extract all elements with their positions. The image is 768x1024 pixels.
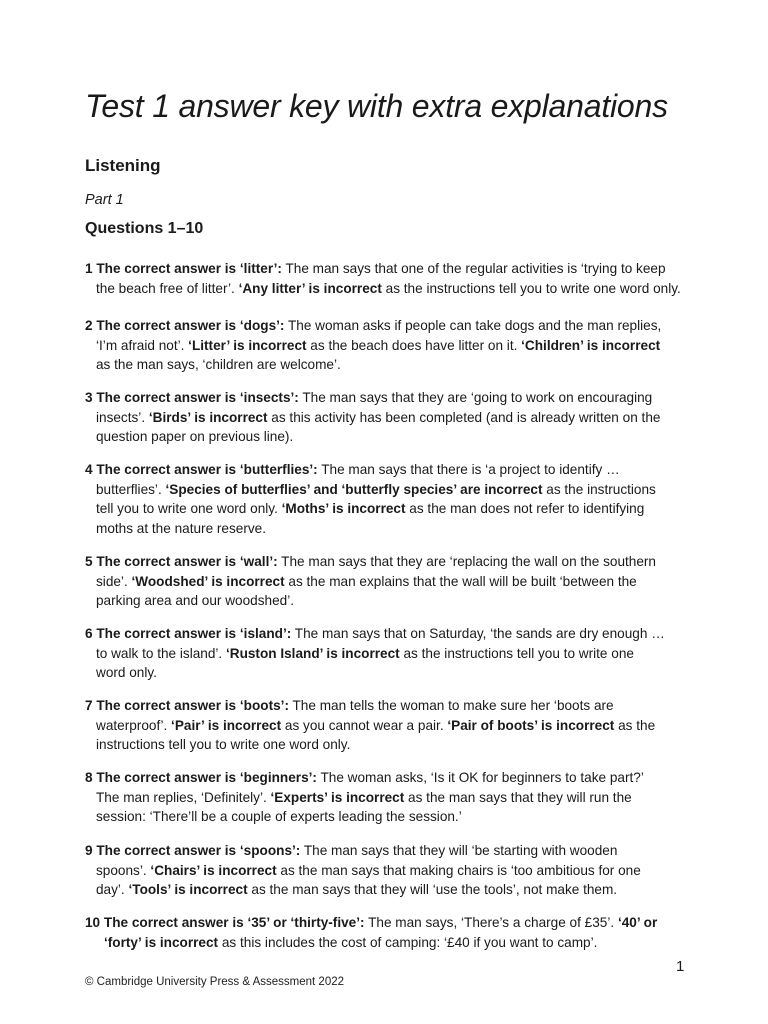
answer-text: The man says that on Saturday, ‘the sands are dry enough … — [291, 626, 665, 641]
answer-line — [85, 572, 685, 592]
answer-emphasis: ‘forty’ is incorrect — [104, 934, 219, 950]
part-label: Part 1 — [85, 192, 124, 208]
answer-emphasis: ‘Any litter’ is incorrect — [238, 280, 382, 296]
answer-line — [85, 427, 685, 447]
answer-line — [85, 259, 685, 279]
answer-line — [85, 460, 685, 480]
answer-emphasis: ‘Woodshed’ is incorrect — [131, 573, 285, 589]
answer-text: The woman asks, ‘Is it OK for beginners to take part?’ — [316, 770, 644, 785]
section-heading: Listening — [85, 156, 161, 175]
answer-emphasis: ‘Pair of boots’ is incorrect — [447, 717, 615, 733]
answer-text: instructions tell you to write one word only. — [96, 737, 351, 752]
answer-line — [85, 788, 685, 808]
answer-item — [85, 841, 685, 900]
answer-emphasis: 8 The correct answer is ‘beginners’: — [85, 770, 317, 785]
answer-text: as the man says that making chairs is ‘too ambitious for one — [276, 862, 641, 878]
answer-line — [85, 735, 685, 755]
answer-text: as the beach does have litter on it. — [306, 337, 522, 353]
answer-text: The man replies, ‘Definitely’. — [96, 789, 271, 805]
answer-text: as the — [614, 717, 656, 733]
page-number: 1 — [676, 958, 685, 975]
answer-line — [85, 388, 685, 408]
answer-text: the beach free of litter’. — [96, 280, 239, 296]
answer-emphasis: 2 The correct answer is ‘dogs’: — [85, 318, 285, 333]
answer-emphasis: ‘Ruston Island’ is incorrect — [225, 645, 400, 661]
answer-emphasis: 1 The correct answer is ‘litter’: — [85, 261, 282, 276]
answer-text: The man says that they will ‘be starting with wooden — [300, 843, 618, 858]
answer-text: as the man says that they will run the — [404, 789, 632, 805]
answer-text: butterflies’. — [96, 481, 166, 497]
answer-text: The man says that they are ‘replacing the wall on the southern — [277, 554, 656, 569]
answer-line — [85, 933, 685, 953]
answer-emphasis: ‘Pair’ is incorrect — [171, 717, 282, 733]
answer-line — [85, 499, 685, 519]
answer-item — [85, 696, 685, 755]
answer-item — [85, 316, 685, 375]
questions-heading: Questions 1–10 — [85, 220, 204, 237]
answer-text: to walk to the island’. — [96, 645, 226, 661]
answer-text: tell you to write one word only. — [96, 501, 282, 516]
answer-line — [85, 519, 685, 539]
answer-item — [85, 768, 685, 827]
answer-emphasis: 7 The correct answer is ‘boots’: — [85, 698, 289, 713]
answer-emphasis: 3 The correct answer is ‘insects’: — [85, 390, 299, 405]
answer-item — [85, 552, 685, 611]
answer-item — [85, 913, 685, 952]
answer-text: as this activity has been completed (and is already written on the — [267, 409, 661, 425]
answer-emphasis: ‘Species of butterflies’ and ‘butterfly species’ are incorrect — [165, 481, 543, 497]
answer-text: as the man does not refer to identifying — [405, 501, 645, 516]
answer-line — [85, 913, 685, 933]
answer-line — [85, 552, 685, 572]
answer-text: parking area and our woodshed’. — [96, 593, 294, 608]
answer-line — [85, 696, 685, 716]
answer-text: ‘I’m afraid not’. — [96, 337, 189, 353]
answer-text: as this includes the cost of camping: ‘£40 if you want to camp’. — [218, 934, 598, 950]
answer-text: session: ‘There’ll be a couple of experts leading the session.’ — [96, 809, 462, 824]
answer-line — [85, 336, 685, 356]
answer-line — [85, 279, 685, 299]
answer-emphasis: ‘Experts’ is incorrect — [270, 789, 405, 805]
answer-emphasis: ‘40’ or — [617, 915, 658, 930]
answer-text: side’. — [96, 573, 132, 589]
answer-text: insects’. — [96, 409, 149, 425]
answer-emphasis: 4 The correct answer is ‘butterflies’: — [85, 462, 318, 477]
answer-line — [85, 480, 685, 500]
answer-text: as you cannot wear a pair. — [281, 717, 448, 733]
answer-text: as the man says that they will ‘use the tools’, not make them. — [247, 882, 618, 897]
answer-text: The man says, ‘There’s a charge of £35’. — [364, 915, 618, 930]
answer-emphasis: ‘Chairs’ is incorrect — [150, 862, 277, 878]
answer-item — [85, 460, 685, 538]
answer-text: as the instructions tell you to write one word only. — [381, 280, 681, 296]
answer-line — [85, 624, 685, 644]
answer-line — [85, 663, 685, 683]
answer-line — [85, 807, 685, 827]
answer-text: The man says that one of the regular activities is ‘trying to keep — [281, 261, 666, 276]
answer-line — [85, 316, 685, 336]
answer-text: day’. — [96, 882, 129, 897]
answer-emphasis: 6 The correct answer is ‘island’: — [85, 626, 292, 641]
answer-text: as the man says, ‘children are welcome’. — [96, 357, 341, 372]
answer-line — [85, 861, 685, 881]
answer-emphasis: ‘Children’ is incorrect — [521, 337, 661, 353]
answer-emphasis: 9 The correct answer is ‘spoons’: — [85, 843, 301, 858]
answer-line — [85, 880, 685, 900]
answer-text: The woman asks if people can take dogs and the man replies, — [284, 318, 662, 333]
answer-text: The man says that there is ‘a project to identify … — [317, 462, 620, 477]
answer-text: waterproof’. — [96, 717, 172, 733]
answer-line — [85, 591, 685, 611]
answer-text: spoons’. — [96, 862, 151, 878]
answer-emphasis: ‘Tools’ is incorrect — [128, 882, 248, 897]
answer-item — [85, 259, 685, 298]
answer-text: as the man explains that the wall will be built ‘between the — [284, 573, 637, 589]
answer-line — [85, 768, 685, 788]
answer-line — [85, 355, 685, 375]
answer-text: moths at the nature reserve. — [96, 520, 267, 536]
answer-emphasis: ‘Litter’ is incorrect — [188, 337, 307, 353]
answer-emphasis: 10 The correct answer is ‘35’ or ‘thirty-five’: — [85, 915, 365, 930]
answer-emphasis: ‘Birds’ is incorrect — [148, 409, 268, 425]
answer-item — [85, 388, 685, 447]
answer-line — [85, 841, 685, 861]
page-title: Test 1 answer key with extra explanations — [85, 88, 668, 124]
answer-line — [85, 716, 685, 736]
answer-emphasis: 5 The correct answer is ‘wall’: — [85, 554, 278, 569]
answer-text: The man says that they are ‘going to work on encouraging — [298, 390, 653, 405]
answer-line — [85, 644, 685, 664]
answer-text: as the instructions tell you to write one — [399, 645, 634, 661]
copyright-footer: © Cambridge University Press & Assessment 2022 — [85, 976, 345, 988]
answer-item — [85, 624, 685, 683]
answer-text: The man tells the woman to make sure her ‘boots are — [288, 698, 614, 713]
answer-text: question paper on previous line). — [96, 429, 294, 444]
answer-text: as the instructions — [542, 481, 656, 497]
answer-line — [85, 408, 685, 428]
answer-emphasis: ‘Moths’ is incorrect — [281, 501, 406, 516]
answer-text: word only. — [96, 665, 157, 680]
